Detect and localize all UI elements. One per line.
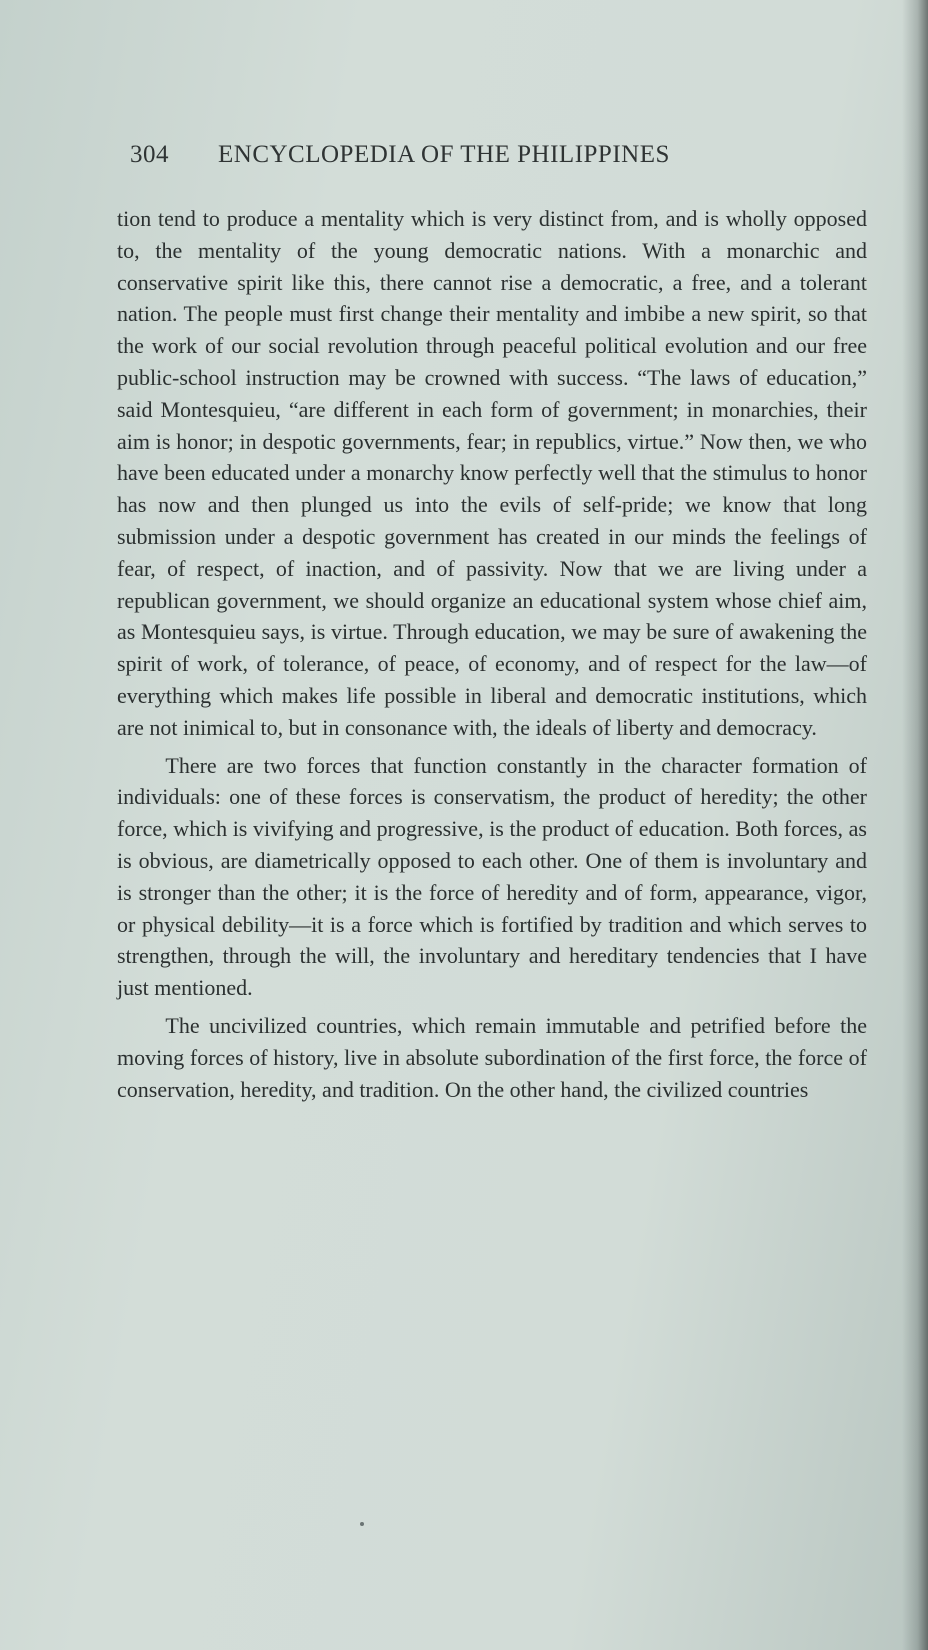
paper-speck xyxy=(360,1522,364,1526)
page-edge-shadow xyxy=(902,0,928,1650)
running-header xyxy=(130,141,810,181)
running-title: ENCYCLOPEDIA OF THE PHILIPPINES xyxy=(218,141,670,168)
page-number: 304 xyxy=(130,141,169,168)
paragraph-2: There are two forces that function constantly in the character formation of individuals: one of these forces is conservatism, the product of heredity; the other force, which is vivifying and progressive, is the product of education. Both forces, as is obvious, are diametrically opposed to each other. One of them is involuntary and is stronger than the other; it is the force of heredity and of form, appearance, vigor, or physical debility—it is a force which is fortified by tradition and which serves to strengthen, through the will, the involuntary and hereditary tendencies that I have just mentioned. xyxy=(117,752,867,1001)
body-text xyxy=(117,203,867,1105)
paragraph-1: tion tend to produce a mentality which is very distinct from, and is wholly opposed to, the mentality of the young democratic nations. With a monarchic and conservative spirit like this, there cannot rise a democratic, a free, and a tolerant nation. The people must first change their mentality and imbibe a new spirit, so that the work of our social revolution through peaceful political evolution and our free public-school instruction may be crowned with success. “The laws of education,” said Montesquieu, “are different in each form of government; in monarchies, their aim is honor; in despotic governments, fear; in republics, virtue.” Now then, we who have been educated under a monarchy know perfectly well that the stimulus to honor has now and then plunged us into the evils of self-pride; we know that long submission under a despotic government has created in our minds the feelings of fear, of respect, of inaction, and of passivity. Now that we are living under a republican government, we should organize an educational system whose chief aim, as Montesquieu says, is virtue. Through education, we may be sure of awakening the spirit of work, of tolerance, of peace, of economy, and of respect for the law—of everything which makes life possible in liberal and democratic institutions, which are not inimical to, but in consonance with, the ideals of liberty and democracy. xyxy=(117,206,867,740)
paragraph-3: The uncivilized countries, which remain immutable and petrified before the moving forces of history, live in absolute subordination of the first force, the force of conservation, heredity, and tradition. On the other hand, the civilized countries xyxy=(117,1012,867,1102)
